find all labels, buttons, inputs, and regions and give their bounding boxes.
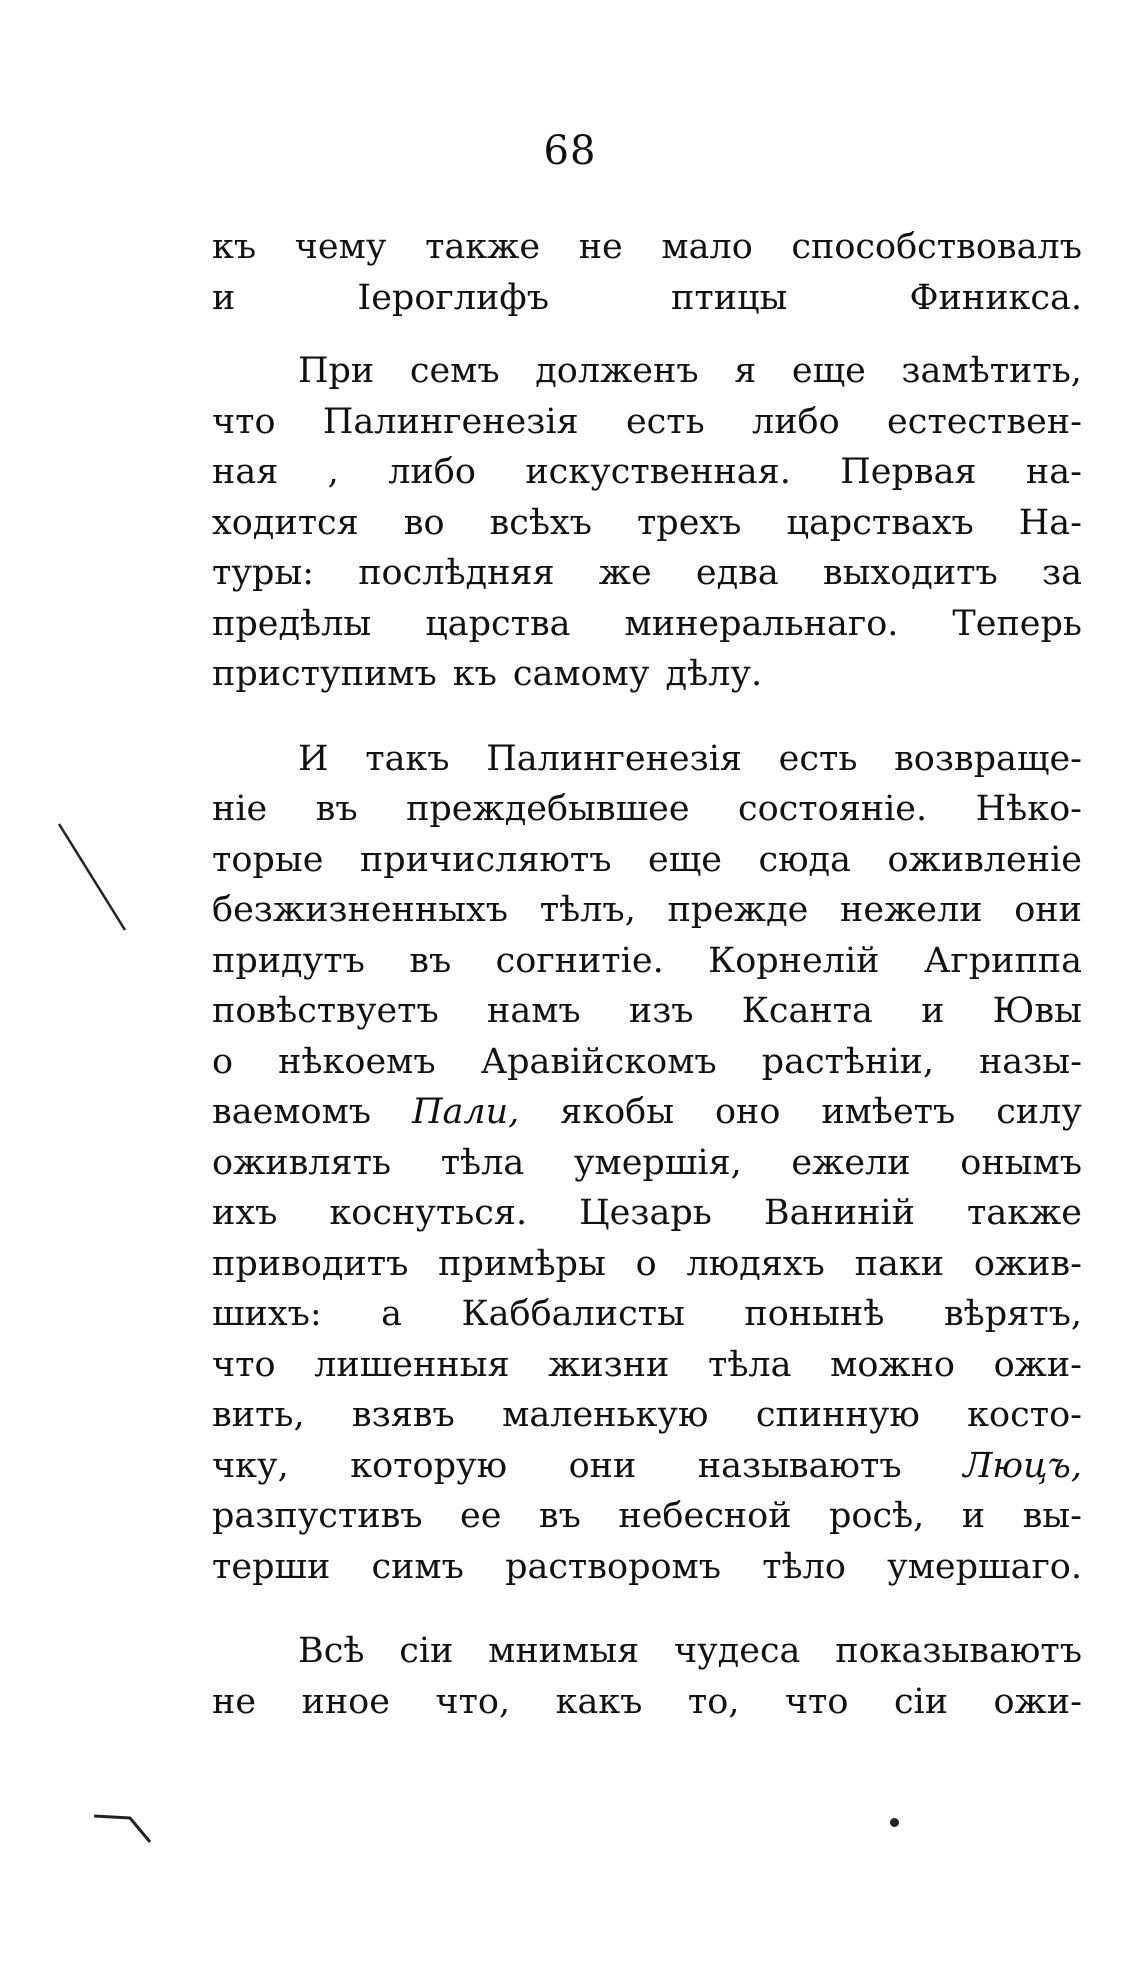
text-line xyxy=(212,498,1082,549)
word: Люцъ, xyxy=(963,1445,1082,1486)
word: дѣлу. xyxy=(665,654,763,694)
word: , xyxy=(327,452,339,492)
word: онымъ xyxy=(960,1142,1082,1183)
word: еще xyxy=(791,351,866,391)
word: вить, xyxy=(212,1395,305,1435)
text-line xyxy=(212,734,1082,785)
word: Ваниній xyxy=(763,1193,915,1233)
word: а xyxy=(381,1294,403,1334)
word: и xyxy=(921,991,945,1031)
word: шихъ: xyxy=(212,1294,322,1334)
word: ніе xyxy=(212,789,268,829)
word: взявъ xyxy=(351,1395,455,1435)
text-line xyxy=(212,599,1082,650)
word: сіи xyxy=(893,1681,949,1722)
text-line xyxy=(212,1626,1082,1677)
word: въ xyxy=(315,789,358,829)
word: замѣтить, xyxy=(901,351,1082,391)
word: чему xyxy=(294,227,387,267)
paragraph-gap xyxy=(212,323,1082,346)
word: есть xyxy=(778,738,858,779)
word: едва xyxy=(695,553,779,593)
word: косто- xyxy=(967,1395,1082,1435)
text-line xyxy=(212,1441,1082,1492)
word: способствовалъ xyxy=(791,227,1082,267)
text-line xyxy=(212,222,1082,273)
word: растѣніи, xyxy=(761,1041,934,1082)
word: нѣкоемъ xyxy=(278,1041,436,1082)
word: что xyxy=(212,1344,276,1385)
word: можно xyxy=(830,1344,955,1385)
word: состояніе. xyxy=(738,789,928,829)
word: примѣры xyxy=(438,1243,606,1284)
paragraph xyxy=(212,346,1082,700)
paragraph xyxy=(212,222,1082,323)
word: На- xyxy=(1018,502,1082,543)
word: паки xyxy=(854,1243,945,1284)
word: симъ xyxy=(371,1546,464,1587)
word: якобы xyxy=(560,1092,675,1132)
text-body xyxy=(212,222,1082,1727)
text-line xyxy=(212,1239,1082,1290)
word: И xyxy=(298,738,329,779)
word: послѣдняя xyxy=(358,553,555,593)
word: не xyxy=(578,227,623,267)
text-line xyxy=(212,986,1082,1037)
word: Каббалисты xyxy=(461,1294,685,1334)
word: растворомъ xyxy=(505,1546,722,1587)
text-line xyxy=(212,1087,1082,1138)
word: долженъ xyxy=(535,351,699,391)
word: тѣлъ, xyxy=(539,890,636,930)
word: терши xyxy=(212,1546,331,1587)
word: согнитіе. xyxy=(495,940,664,981)
word: что xyxy=(212,401,276,442)
word: чку, xyxy=(212,1445,289,1486)
word: семъ xyxy=(409,351,500,391)
word: предѣлы xyxy=(212,603,372,644)
word: что, xyxy=(435,1681,511,1722)
word: спинную xyxy=(755,1395,920,1435)
text-line xyxy=(212,1491,1082,1542)
text-line xyxy=(212,936,1082,987)
word: тѣла xyxy=(707,1344,792,1385)
word: вѣрятъ, xyxy=(943,1294,1082,1334)
word: еще xyxy=(648,839,722,880)
word: Палингенезія xyxy=(322,401,579,442)
word: преждебывшее xyxy=(406,789,690,829)
paragraph-gap xyxy=(212,1592,1082,1626)
paragraph-gap xyxy=(212,700,1082,734)
word: царствахъ xyxy=(786,502,974,543)
word: тѣла xyxy=(440,1142,525,1183)
word: и xyxy=(961,1496,986,1536)
word: о xyxy=(635,1243,657,1284)
text-line xyxy=(212,397,1082,448)
text-line xyxy=(212,1677,1082,1728)
word: мнимыя xyxy=(488,1631,640,1671)
word: тѣло xyxy=(762,1546,846,1587)
word: причисляютъ xyxy=(359,839,612,880)
word: Аравійскомъ xyxy=(480,1041,717,1082)
text-line xyxy=(212,885,1082,936)
word: Іероглифъ xyxy=(357,277,549,318)
word: ожив- xyxy=(973,1243,1082,1284)
word: искуственная. xyxy=(525,452,791,492)
word: Цезарь xyxy=(579,1193,712,1233)
word: что xyxy=(784,1681,849,1722)
word: ная xyxy=(212,452,279,492)
word: они xyxy=(1014,890,1082,930)
text-line xyxy=(212,1340,1082,1391)
text-line xyxy=(212,784,1082,835)
word: Первая xyxy=(840,452,977,492)
word: прежде xyxy=(667,890,809,930)
margin-pen-hook xyxy=(90,1810,160,1850)
paragraph xyxy=(212,1626,1082,1727)
word: царства xyxy=(425,603,571,644)
word: какъ xyxy=(555,1681,643,1722)
word: самому xyxy=(512,654,650,694)
word: они xyxy=(568,1445,637,1486)
text-line xyxy=(212,835,1082,886)
word: безжизненныхъ xyxy=(212,890,509,930)
word: либо xyxy=(751,401,840,442)
word: иное xyxy=(301,1681,390,1722)
word: я xyxy=(734,351,757,391)
word: о xyxy=(212,1041,234,1082)
word: приводитъ xyxy=(212,1243,409,1284)
word: Всѣ xyxy=(298,1631,365,1671)
margin-dot xyxy=(890,1818,899,1827)
word: чудеса xyxy=(673,1631,801,1671)
margin-pen-stroke xyxy=(55,820,135,940)
word: минеральнаго. xyxy=(624,603,899,644)
word: людяхъ xyxy=(686,1243,825,1284)
page-number: 68 xyxy=(543,128,597,174)
word: Ксанта xyxy=(741,991,873,1031)
word: ее xyxy=(460,1496,502,1536)
text-line xyxy=(212,346,1082,397)
word: Палингенезія xyxy=(486,738,742,779)
word: возвраще- xyxy=(894,738,1082,779)
paragraph xyxy=(212,734,1082,1593)
text-line xyxy=(212,1390,1082,1441)
word: также xyxy=(425,227,541,267)
word: силу xyxy=(996,1092,1082,1132)
word: не xyxy=(212,1681,257,1722)
word: ожи- xyxy=(993,1681,1082,1722)
word: ежели xyxy=(791,1142,911,1183)
word: мало xyxy=(661,227,753,267)
text-line xyxy=(212,1037,1082,1088)
word: Ювы xyxy=(992,991,1082,1031)
word: трехъ xyxy=(636,502,742,543)
word: сюда xyxy=(758,839,851,880)
word: оно xyxy=(714,1092,781,1132)
word: также xyxy=(966,1193,1082,1233)
word: Пали, xyxy=(411,1092,520,1132)
word: туры: xyxy=(212,553,315,593)
word: выходитъ xyxy=(822,553,998,593)
word: естествен- xyxy=(887,401,1082,442)
word: маленькую xyxy=(502,1395,709,1435)
word: росѣ, xyxy=(829,1496,925,1536)
word: показываютъ xyxy=(835,1631,1082,1671)
word: птицы xyxy=(671,277,788,318)
word: всѣхъ xyxy=(489,502,592,543)
word: Нѣко- xyxy=(975,789,1082,829)
word: оживленіе xyxy=(887,839,1082,880)
text-line xyxy=(212,548,1082,599)
word: умершія, xyxy=(573,1142,742,1183)
word: такъ xyxy=(365,738,450,779)
word: ходится xyxy=(212,502,359,543)
word: При xyxy=(298,351,375,391)
word: есть xyxy=(625,401,705,442)
word: въ xyxy=(409,940,452,981)
word: же xyxy=(598,553,652,593)
word: ихъ xyxy=(212,1193,278,1233)
word: понынѣ xyxy=(744,1294,885,1334)
text-line xyxy=(212,1289,1082,1340)
word: за xyxy=(1042,553,1082,593)
word: сіи xyxy=(399,1631,454,1671)
word: назы- xyxy=(978,1041,1082,1082)
word: лишенныя xyxy=(314,1344,510,1385)
word: и xyxy=(212,277,236,318)
word: имѣетъ xyxy=(821,1092,956,1132)
word: ваемомъ xyxy=(212,1092,372,1132)
word: торые xyxy=(212,839,324,880)
word: коснуться. xyxy=(329,1193,528,1233)
word: къ xyxy=(212,227,257,267)
word: изъ xyxy=(628,991,694,1031)
word: намъ xyxy=(487,991,581,1031)
word: приступимъ xyxy=(212,654,437,694)
text-line xyxy=(212,1542,1082,1593)
word: разпустивъ xyxy=(212,1496,423,1536)
word: оживлять xyxy=(212,1142,392,1183)
word: на- xyxy=(1025,452,1082,492)
word: Финикса. xyxy=(909,277,1082,318)
text-line xyxy=(212,1138,1082,1189)
word: повѣствуетъ xyxy=(212,991,439,1031)
word: вы- xyxy=(1022,1496,1082,1536)
word: во xyxy=(403,502,445,543)
text-line xyxy=(212,649,1082,700)
text-line xyxy=(212,1188,1082,1239)
word: которую xyxy=(350,1445,508,1486)
word: то, xyxy=(687,1681,740,1722)
word: придутъ xyxy=(212,940,365,981)
word: Агриппа xyxy=(923,940,1082,981)
word: либо xyxy=(388,452,476,492)
text-line xyxy=(212,273,1082,324)
word: Корнелій xyxy=(708,940,880,981)
word: небесной xyxy=(618,1496,792,1536)
text-line xyxy=(212,447,1082,498)
word: умершаго. xyxy=(887,1546,1082,1587)
word: къ xyxy=(452,654,497,694)
word: ожи- xyxy=(993,1344,1082,1385)
word: нежели xyxy=(840,890,983,930)
word: Теперь xyxy=(952,603,1082,644)
word: называютъ xyxy=(697,1445,902,1486)
word: въ xyxy=(538,1496,581,1536)
word: жизни xyxy=(548,1344,670,1385)
